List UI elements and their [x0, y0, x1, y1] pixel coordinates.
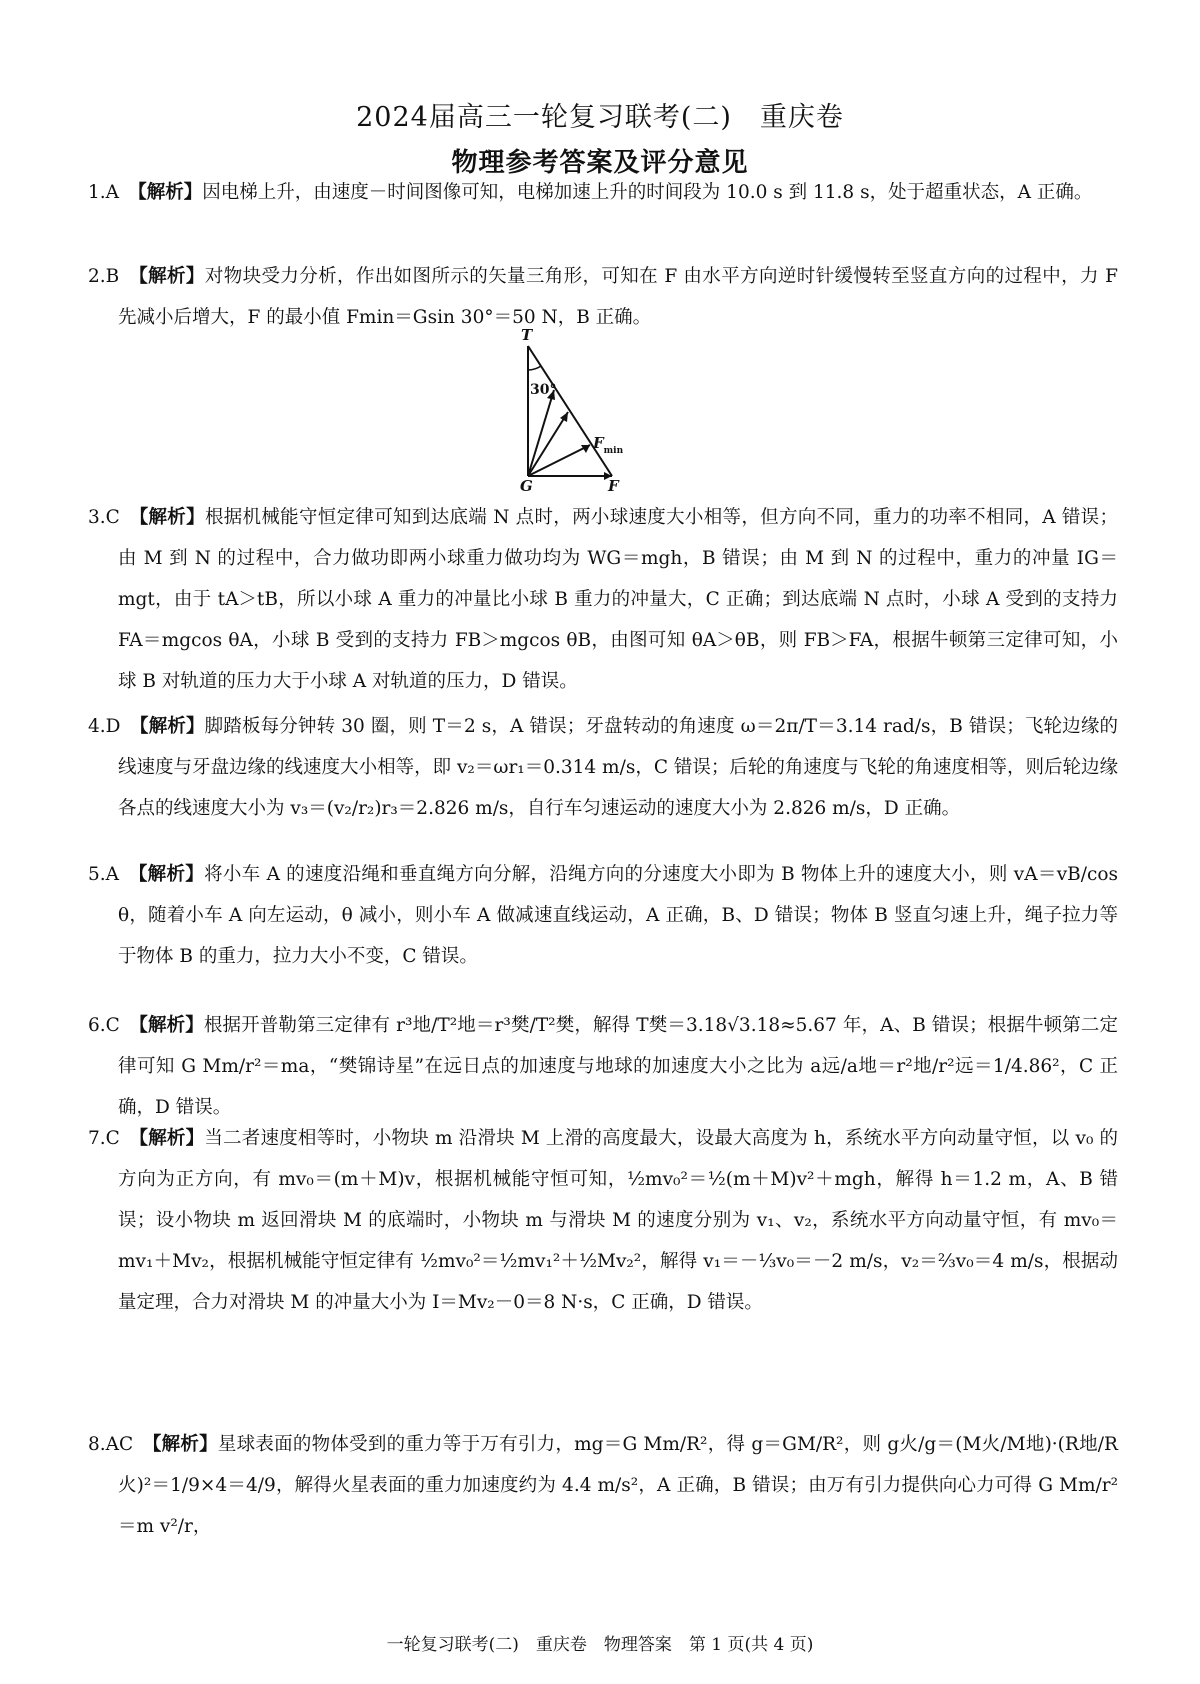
analysis-tag: 【解析】 [139, 716, 205, 737]
answer-item-1 [88, 172, 1118, 213]
force-vector-2 [528, 390, 554, 476]
analysis-tag: 【解析】 [138, 864, 205, 885]
page-title: 2024届高三一轮复习联考(二) 重庆卷 [356, 102, 844, 133]
analysis-tag: 【解析】 [138, 1015, 204, 1036]
label-Fmin-main: F [593, 434, 604, 452]
force-arrowhead-1 [560, 412, 568, 422]
answer-text: 根据机械能守恒定律可知到达底端 N 点时，两小球速度大小相等，但方向不同，重力的功率不相同，A 错误；由 M 到 N 的过程中，合力做功即两小球重力做功均为 WG＝mgh，B 错误；由 M 到 N 的过程中，重力的冲量 IG＝mgt，由于 tA＞tB，所以小球 A 重力的冲量比小球 B 重力的冲量大，C 正确；到达底端 N 点时，小球 A 受到的支持力 FA＝mgcos θA，小球 B 受到的支持力 FB＞mgcos θB，由图可知 θA＞θB，则 FB＞FA，根据牛顿第三定律可知，小球 B 对轨道的压力大于小球 A 对轨道的压力，D 错误。 [118, 507, 1118, 692]
answer-id: 4.D [88, 716, 121, 737]
label-G: G [520, 477, 533, 495]
answer-id: 1.A [88, 182, 120, 203]
answer-text: 将小车 A 的速度沿绳和垂直绳方向分解，沿绳方向的分速度大小即为 B 物体上升的速度大小，则 vA＝vB/cos θ，随着小车 A 向左运动，θ 减小，则小车 A 做减速直线运动，A 正确，B、D 错误；物体 B 竖直匀速上升，绳子拉力等于物体 B 的重力，拉力大小不变，C 错误。 [118, 864, 1118, 967]
answer-text: 根据开普勒第三定律有 r³地/T²地＝r³樊/T²樊，解得 T樊＝3.18√3.18≈5.67 年，A、B 错误；根据牛顿第二定律可知 G Mm/r²＝ma，“樊锦诗星”在远日点的加速度与地球的加速度大小之比为 a远/a地＝r²地/r²远＝1/4.86²，C 正确，D 错误。 [118, 1015, 1118, 1118]
label-Fmin-sub: min [603, 446, 624, 456]
analysis-tag: 【解析】 [138, 266, 205, 287]
answer-text: 当二者速度相等时，小物块 m 沿滑块 M 上滑的高度最大，设最大高度为 h，系统水平方向动量守恒，以 v₀ 的方向为正方向，有 mv₀＝(m＋M)v，根据机械能守恒可知，½mv₀²＝½(m＋M)v²＋mgh，解得 h＝1.2 m，A、B 错误；设小物块 m 返回滑块 M 的底端时，小物块 m 与滑块 M 的速度分别为 v₁、v₂，系统水平方向动量守恒，有 mv₀＝mv₁＋Mv₂，根据机械能守恒定律有 ½mv₀²＝½mv₁²＋½Mv₂²，解得 v₁＝－⅓v₀＝－2 m/s，v₂＝⅔v₀＝4 m/s，根据动量定理，合力对滑块 M 的冲量大小为 I＝Mv₂－0＝8 N·s，C 正确，D 错误。 [118, 1128, 1118, 1313]
answer-item-7 [88, 1118, 1118, 1323]
answer-item-4 [88, 706, 1118, 829]
analysis-tag: 【解析】 [138, 1128, 205, 1149]
answer-text: 星球表面的物体受到的重力等于万有引力，mg＝G Mm/R²，得 g＝GM/R²，则 g火/g＝(M火/M地)·(R地/R火)²＝1/9×4＝4/9，解得火星表面的重力加速度约为 4.4 m/s²，A 正确，B 错误；由万有引力提供向心力可得 G Mm/r²＝m v²/r， [118, 1434, 1118, 1537]
page-footer: 一轮复习联考(二) 重庆卷 物理答案 第 1 页(共 4 页) [386, 1635, 814, 1655]
analysis-tag: 【解析】 [152, 1434, 218, 1455]
label-F: F [608, 477, 619, 495]
answer-item-3 [88, 497, 1118, 702]
analysis-tag: 【解析】 [137, 182, 203, 203]
answer-item-5 [88, 854, 1118, 977]
answer-text: 对物块受力分析，作出如图所示的矢量三角形，可知在 F 由水平方向逆时针缓慢转至竖直方向的过程中，力 F 先减小后增大，F 的最小值 Fmin＝Gsin 30°＝50 N，B 正确。 [118, 266, 1118, 328]
answer-id: 6.C [88, 1015, 120, 1036]
answer-id: 5.A [88, 864, 120, 885]
label-T: T [521, 326, 533, 344]
answer-id: 3.C [88, 507, 120, 528]
answer-text: 脚踏板每分钟转 30 圈，则 T＝2 s，A 错误；牙盘转动的角速度 ω＝2π/T＝3.14 rad/s，B 错误；飞轮边缘的线速度与牙盘边缘的线速度大小相等，即 v₂＝ωr₁＝0.314 m/s，C 错误；后轮的角速度与飞轮的角速度相等，则后轮边缘各点的线速度大小为 v₃＝(v₂/r₂)r₃＝2.826 m/s，自行车匀速运动的速度大小为 2.826 m/s，D 正确。 [118, 716, 1118, 819]
analysis-tag: 【解析】 [138, 507, 205, 528]
label-angle: 30° [530, 382, 557, 398]
answer-id: 2.B [88, 266, 120, 287]
page-subtitle: 物理参考答案及评分意见 [451, 148, 749, 178]
answer-item-8 [88, 1424, 1118, 1547]
force-vector-triangle-figure [520, 326, 650, 496]
answer-text: 因电梯上升，由速度－时间图像可知，电梯加速上升的时间段为 10.0 s 到 11.8 s，处于超重状态，A 正确。 [202, 182, 1093, 203]
answer-id: 8.AC [88, 1434, 134, 1455]
angle-arc [528, 366, 541, 370]
answer-item-6 [88, 1005, 1118, 1128]
answer-id: 7.C [88, 1128, 120, 1149]
